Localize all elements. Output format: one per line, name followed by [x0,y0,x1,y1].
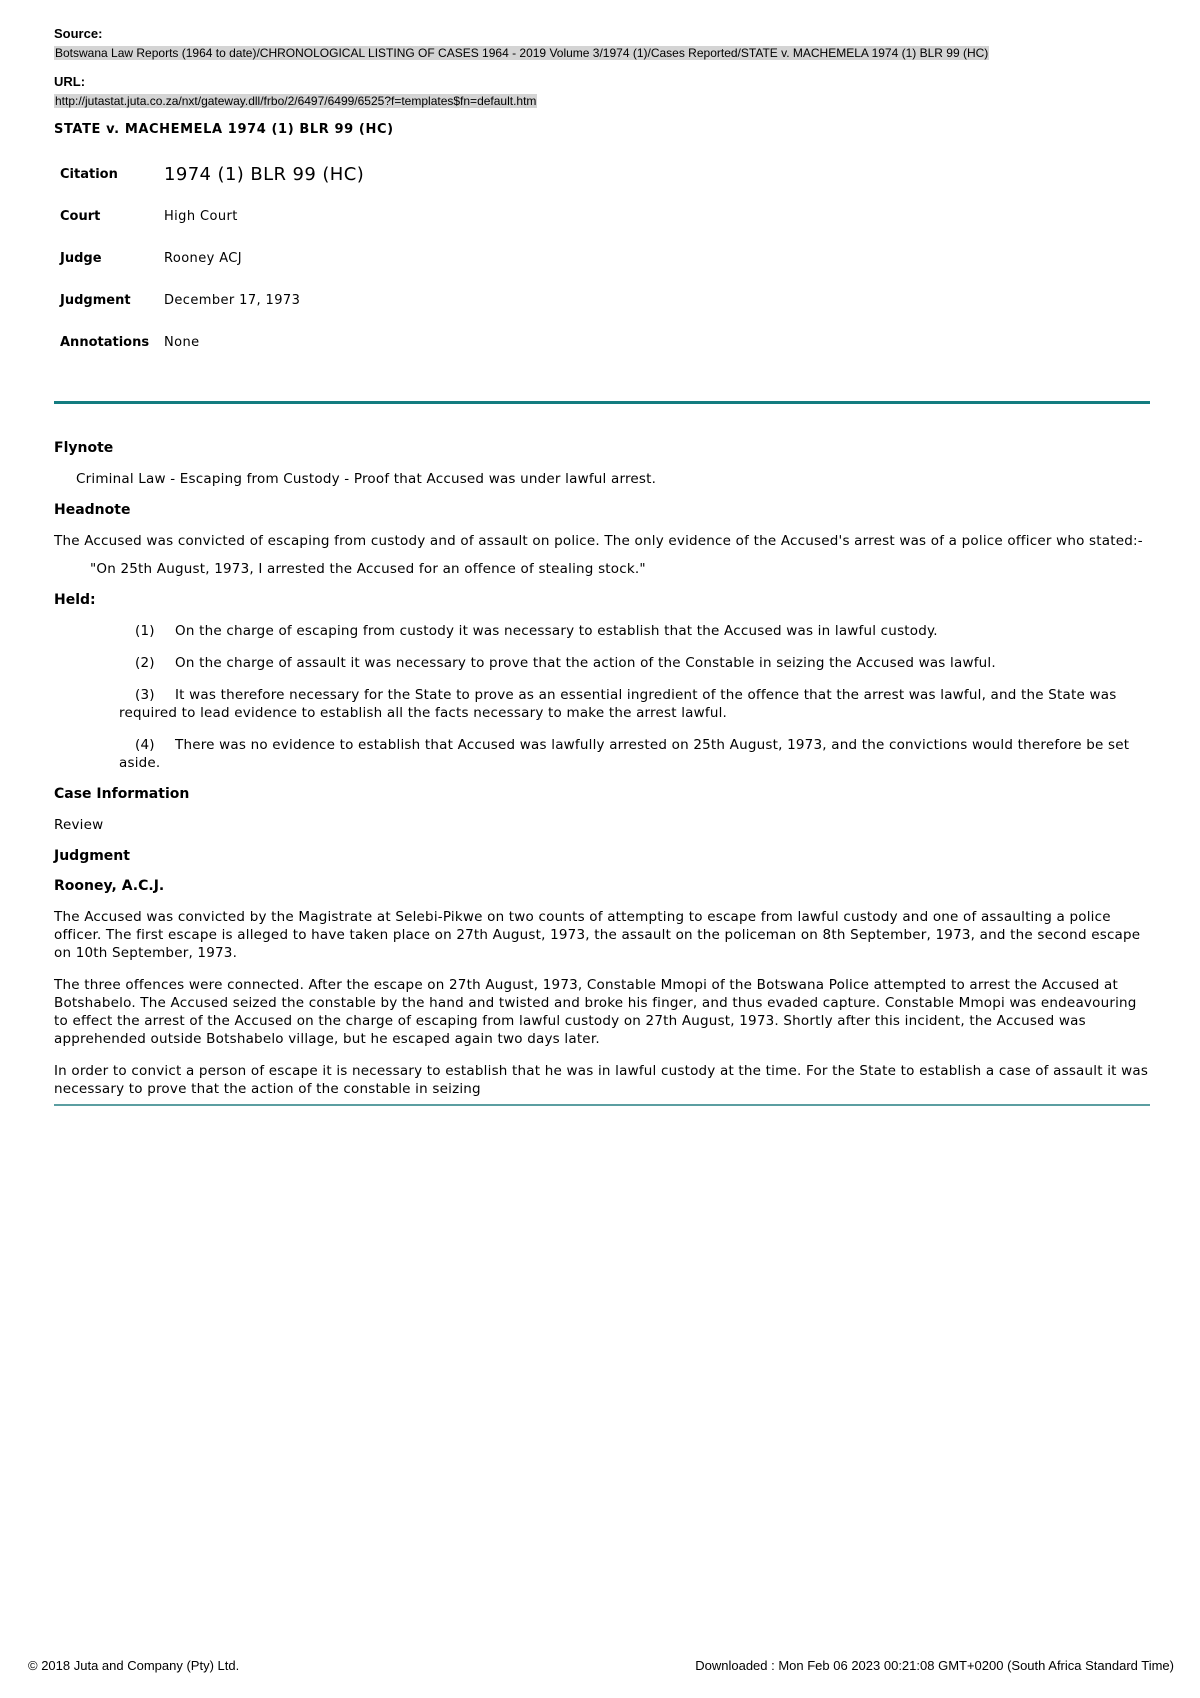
judgment-label: Judgment [60,292,131,308]
source-label: Source: [54,26,103,41]
case-information-text: Review [54,817,104,833]
case-information-heading: Case Information [54,786,190,802]
document-page [54,26,1150,1106]
copyright-footer: © 2018 Juta and Company (Pty) Ltd. [28,1658,240,1673]
judgment-paragraph: In order to convict a person of escape it is necessary to establish that he was in lawful custody at the time. For the State to establish a case of assault it was necessary to prove that the action of the constable in seizing [54,1063,1149,1097]
judgment-date: December 17, 1973 [164,292,301,308]
download-timestamp: Downloaded : Mon Feb 06 2023 00:21:08 GMT+0200 (South Africa Standard Time) [695,1658,1174,1673]
url-label: URL: [54,74,86,89]
court-label: Court [60,208,101,224]
source-path: Botswana Law Reports (1964 to date)/CHRONOLOGICAL LISTING OF CASES 1964 - 2019 Volume 3/1974 (1)/Cases Reported/STATE v. MACHEMELA 1974 (1) BLR 99 (HC) [55,46,989,60]
headnote-heading: Headnote [54,502,131,518]
court-row [60,195,364,237]
headnote-text: The Accused was convicted of escaping from custody and of assault on police. The only evidence of the Accused's arrest was of a police officer who stated:- [54,533,1143,549]
held-item-number: (1) [135,623,155,639]
judgment-judge-name: Rooney, A.C.J. [54,878,165,894]
judge-value: Rooney ACJ [164,250,242,266]
held-item [119,686,1150,722]
judgment-paragraph: The Accused was convicted by the Magistrate at Selebi-Pikwe on two counts of attempting to escape from lawful custody and one of assaulting a police officer. The first escape is alleged to have taken place on 27th August, 1973, the assault on the policeman on 8th September, 1973, and the second escape on 10th September, 1973. [54,909,1141,961]
headnote-quote: "On 25th August, 1973, I arrested the Accused for an offence of stealing stock." [90,561,646,577]
held-item-number: (3) [135,687,155,703]
url-link[interactable]: http://jutastat.juta.co.za/nxt/gateway.dll/frbo/2/6497/6499/6525?f=templates$fn=default.htm [55,94,537,108]
held-item-text: On the charge of escaping from custody it was necessary to establish that the Accused was in lawful custody. [175,623,938,639]
judgment-heading: Judgment [54,848,130,864]
held-item-number: (4) [135,737,155,753]
held-item-number: (2) [135,655,155,671]
court-value: High Court [164,208,238,224]
held-item [119,736,1150,772]
annotations-label: Annotations [60,334,150,350]
held-item-text: It was therefore necessary for the State to prove as an essential ingredient of the offence that the arrest was lawful, and the State was required to lead evidence to establish all the facts necessary to make the arrest lawful. [119,687,1117,721]
judge-row [60,237,364,279]
citation-value: 1974 (1) BLR 99 (HC) [164,163,365,185]
held-item-text: There was no evidence to establish that Accused was lawfully arrested on 25th August, 1973, and the convictions would therefore be set aside. [119,737,1130,771]
case-info-table [60,153,364,363]
flynote-heading: Flynote [54,440,114,456]
judgment-paragraph: The three offences were connected. After the escape on 27th August, 1973, Constable Mmopi of the Botswana Police attempted to arrest the Accused at Botshabelo. The Accused seized the constable by the hand and twisted and broke his finger, and thus evaded capture. Constable Mmopi was endeavouring to effect the arrest of the Accused on the charge of escaping from lawful custody on 27th August, 1973. Shortly after this incident, the Accused was apprehended outside Botshabelo village, but he escaped again two days later. [54,977,1137,1047]
source-block [54,26,1144,62]
annotations-value: None [164,334,200,350]
case-title: STATE v. MACHEMELA 1974 (1) BLR 99 (HC) [54,122,394,137]
held-item-text: On the charge of assault it was necessary to prove that the action of the Constable in seizing the Accused was lawful. [175,655,996,671]
citation-label: Citation [60,166,118,182]
held-item [119,654,1150,672]
held-heading: Held: [54,592,96,608]
citation-row [60,153,364,195]
held-item [119,622,1150,640]
end-divider [54,1104,1150,1106]
flynote-text: Criminal Law - Escaping from Custody - Proof that Accused was under lawful arrest. [76,471,657,487]
annotations-row [60,321,364,363]
judgment-date-row [60,279,364,321]
url-block [54,74,1144,110]
section-divider [54,401,1150,404]
judge-label: Judge [60,250,102,266]
